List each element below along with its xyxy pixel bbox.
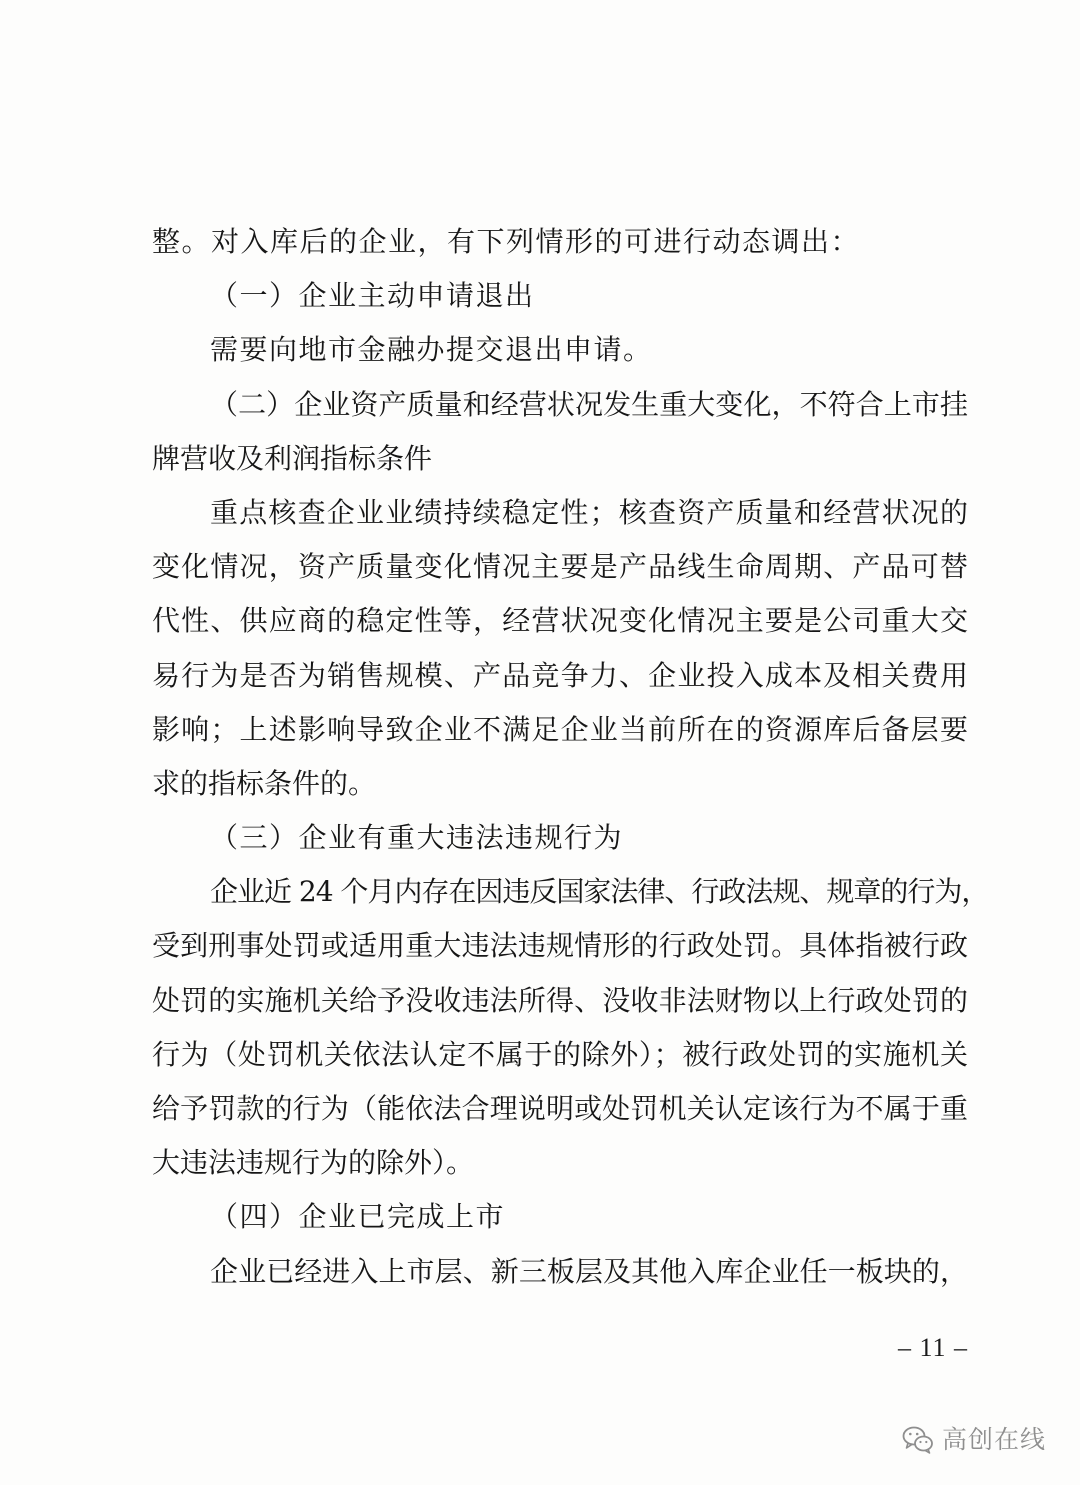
text-line: 需要向地市金融办提交退出申请。 (210, 333, 653, 367)
paragraph (152, 323, 968, 377)
text-line: 处罚的实施机关给予没收违法所得、没收非法财物以上行政处罚的 (152, 983, 968, 1017)
text-line: 易行为是否为销售规模、产品竞争力、企业投入成本及相关费用 (152, 658, 968, 692)
paragraph-continuation (152, 215, 968, 269)
wechat-icon (902, 1425, 934, 1455)
text-line: 整。对入库后的企业，有下列情形的可进行动态调出： (152, 225, 861, 258)
section-heading-4 (152, 1190, 968, 1244)
section-heading-3 (152, 811, 968, 865)
heading-line: 牌营收及利润指标条件 (152, 441, 433, 475)
paragraph (152, 1245, 968, 1299)
section-heading-2 (152, 378, 968, 486)
text-line: 代性、供应商的稳定性等，经营状况变化情况主要是公司重大交 (152, 604, 968, 638)
heading-line: （四）企业已完成上市 (210, 1200, 506, 1234)
text-line: 企业已经进入上市层、新三板层及其他入库企业任一板块的， (210, 1254, 968, 1288)
text-line: 受到刑事处罚或适用重大违法违规情形的行政处罚。具体指被行政 (152, 929, 968, 963)
text-line: 给予罚款的行为（能依法合理说明或处罚机关认定该行为不属于重 (152, 1092, 968, 1125)
text-line: 大违法违规行为的除外）。 (152, 1146, 475, 1180)
heading-line: （一）企业主动申请退出 (210, 279, 535, 313)
paragraph (152, 865, 989, 1190)
section-heading-1 (152, 269, 968, 323)
text-line: 求的指标条件的。 (152, 766, 377, 800)
heading-line: （二）企业资产质量和经营状况发生重大变化，不符合上市挂 (210, 387, 968, 421)
paragraph (152, 486, 968, 811)
heading-line: （三）企业有重大违法违规行为 (210, 821, 624, 855)
text-line: 变化情况，资产质量变化情况主要是产品线生命周期、产品可替 (152, 550, 968, 584)
watermark-text: 高创在线 (942, 1425, 1047, 1454)
text-line: 影响；上述影响导致企业不满足企业当前所在的资源库后备层要 (152, 712, 968, 746)
page-number: – 11 – (897, 1333, 968, 1362)
document-body (152, 215, 989, 1299)
text-line: 重点核查企业业绩持续稳定性；核查资产质量和经营状况的 (210, 495, 968, 529)
text-line: 行为（处罚机关依法认定不属于的除外）；被行政处罚的实施机关 (152, 1037, 968, 1071)
text-line: 企业近 24 个月内存在因违反国家法律、行政法规、规章的行为， (210, 875, 989, 909)
watermark (902, 1422, 1046, 1458)
